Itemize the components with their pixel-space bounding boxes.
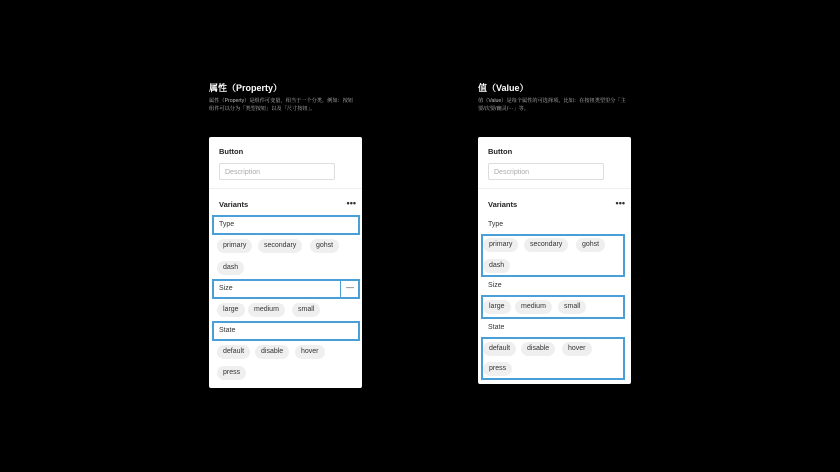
value-chip[interactable]: dash (483, 259, 510, 273)
property-name-state[interactable]: State (488, 324, 505, 331)
variants-panel-right (478, 137, 631, 384)
more-options-icon[interactable]: ••• (346, 198, 356, 208)
value-chip[interactable]: dash (217, 261, 244, 275)
value-chip[interactable]: small (292, 303, 320, 317)
variants-label: Variants (219, 200, 249, 209)
property-name-size[interactable]: Size (488, 282, 502, 289)
value-chip[interactable]: disable (521, 342, 555, 356)
value-chip[interactable]: large (217, 303, 245, 317)
value-chip[interactable]: press (217, 366, 246, 380)
more-options-icon[interactable]: ••• (615, 198, 625, 208)
value-chip[interactable]: large (483, 300, 511, 314)
property-name-size[interactable]: Size (219, 285, 233, 292)
description-input[interactable]: Description (219, 163, 335, 180)
description-input[interactable]: Description (488, 163, 604, 180)
component-name: Button (219, 147, 244, 156)
value-description-line2: 要/次要/幽灵/···」等。 (478, 106, 530, 112)
remove-property-icon[interactable]: — (346, 283, 354, 292)
property-highlight-type (212, 215, 360, 235)
value-chip[interactable]: hover (562, 342, 592, 356)
value-chip[interactable]: small (558, 300, 586, 314)
value-chip[interactable]: primary (217, 239, 252, 253)
divider (478, 188, 631, 189)
property-highlight-size (212, 279, 360, 299)
value-chip[interactable]: medium (515, 300, 552, 314)
value-chip[interactable]: secondary (524, 238, 568, 252)
property-description-line1: 属性（Property）是组件可变量，相当于一个分类。例如：按钮 (209, 98, 354, 104)
value-title: 值（Value） (478, 83, 529, 93)
value-chip[interactable]: gohst (310, 239, 339, 253)
value-chip[interactable]: secondary (258, 239, 302, 253)
property-name-type[interactable]: Type (488, 221, 504, 228)
variants-panel-left (209, 137, 362, 388)
divider (340, 281, 341, 297)
property-title: 属性（Property） (209, 83, 283, 93)
value-chip[interactable]: disable (255, 345, 289, 359)
property-description-line2: 组件可以分为「类型按钮」以及「尺寸按钮」。 (209, 106, 316, 112)
value-chip[interactable]: primary (483, 238, 518, 252)
value-description-line1: 值（Value）是每个属性的可选择项。比如：在按钮类型里分「主 (478, 98, 626, 104)
value-chip[interactable]: gohst (576, 238, 605, 252)
value-chip[interactable]: default (483, 342, 516, 356)
component-name: Button (488, 147, 513, 156)
property-name-state[interactable]: State (219, 327, 236, 334)
value-chip[interactable]: hover (295, 345, 325, 359)
divider (209, 188, 362, 189)
value-chip[interactable]: press (483, 362, 512, 376)
value-chip[interactable]: default (217, 345, 250, 359)
variants-label: Variants (488, 200, 518, 209)
value-chip[interactable]: medium (248, 303, 285, 317)
property-name-type[interactable]: Type (219, 221, 235, 228)
